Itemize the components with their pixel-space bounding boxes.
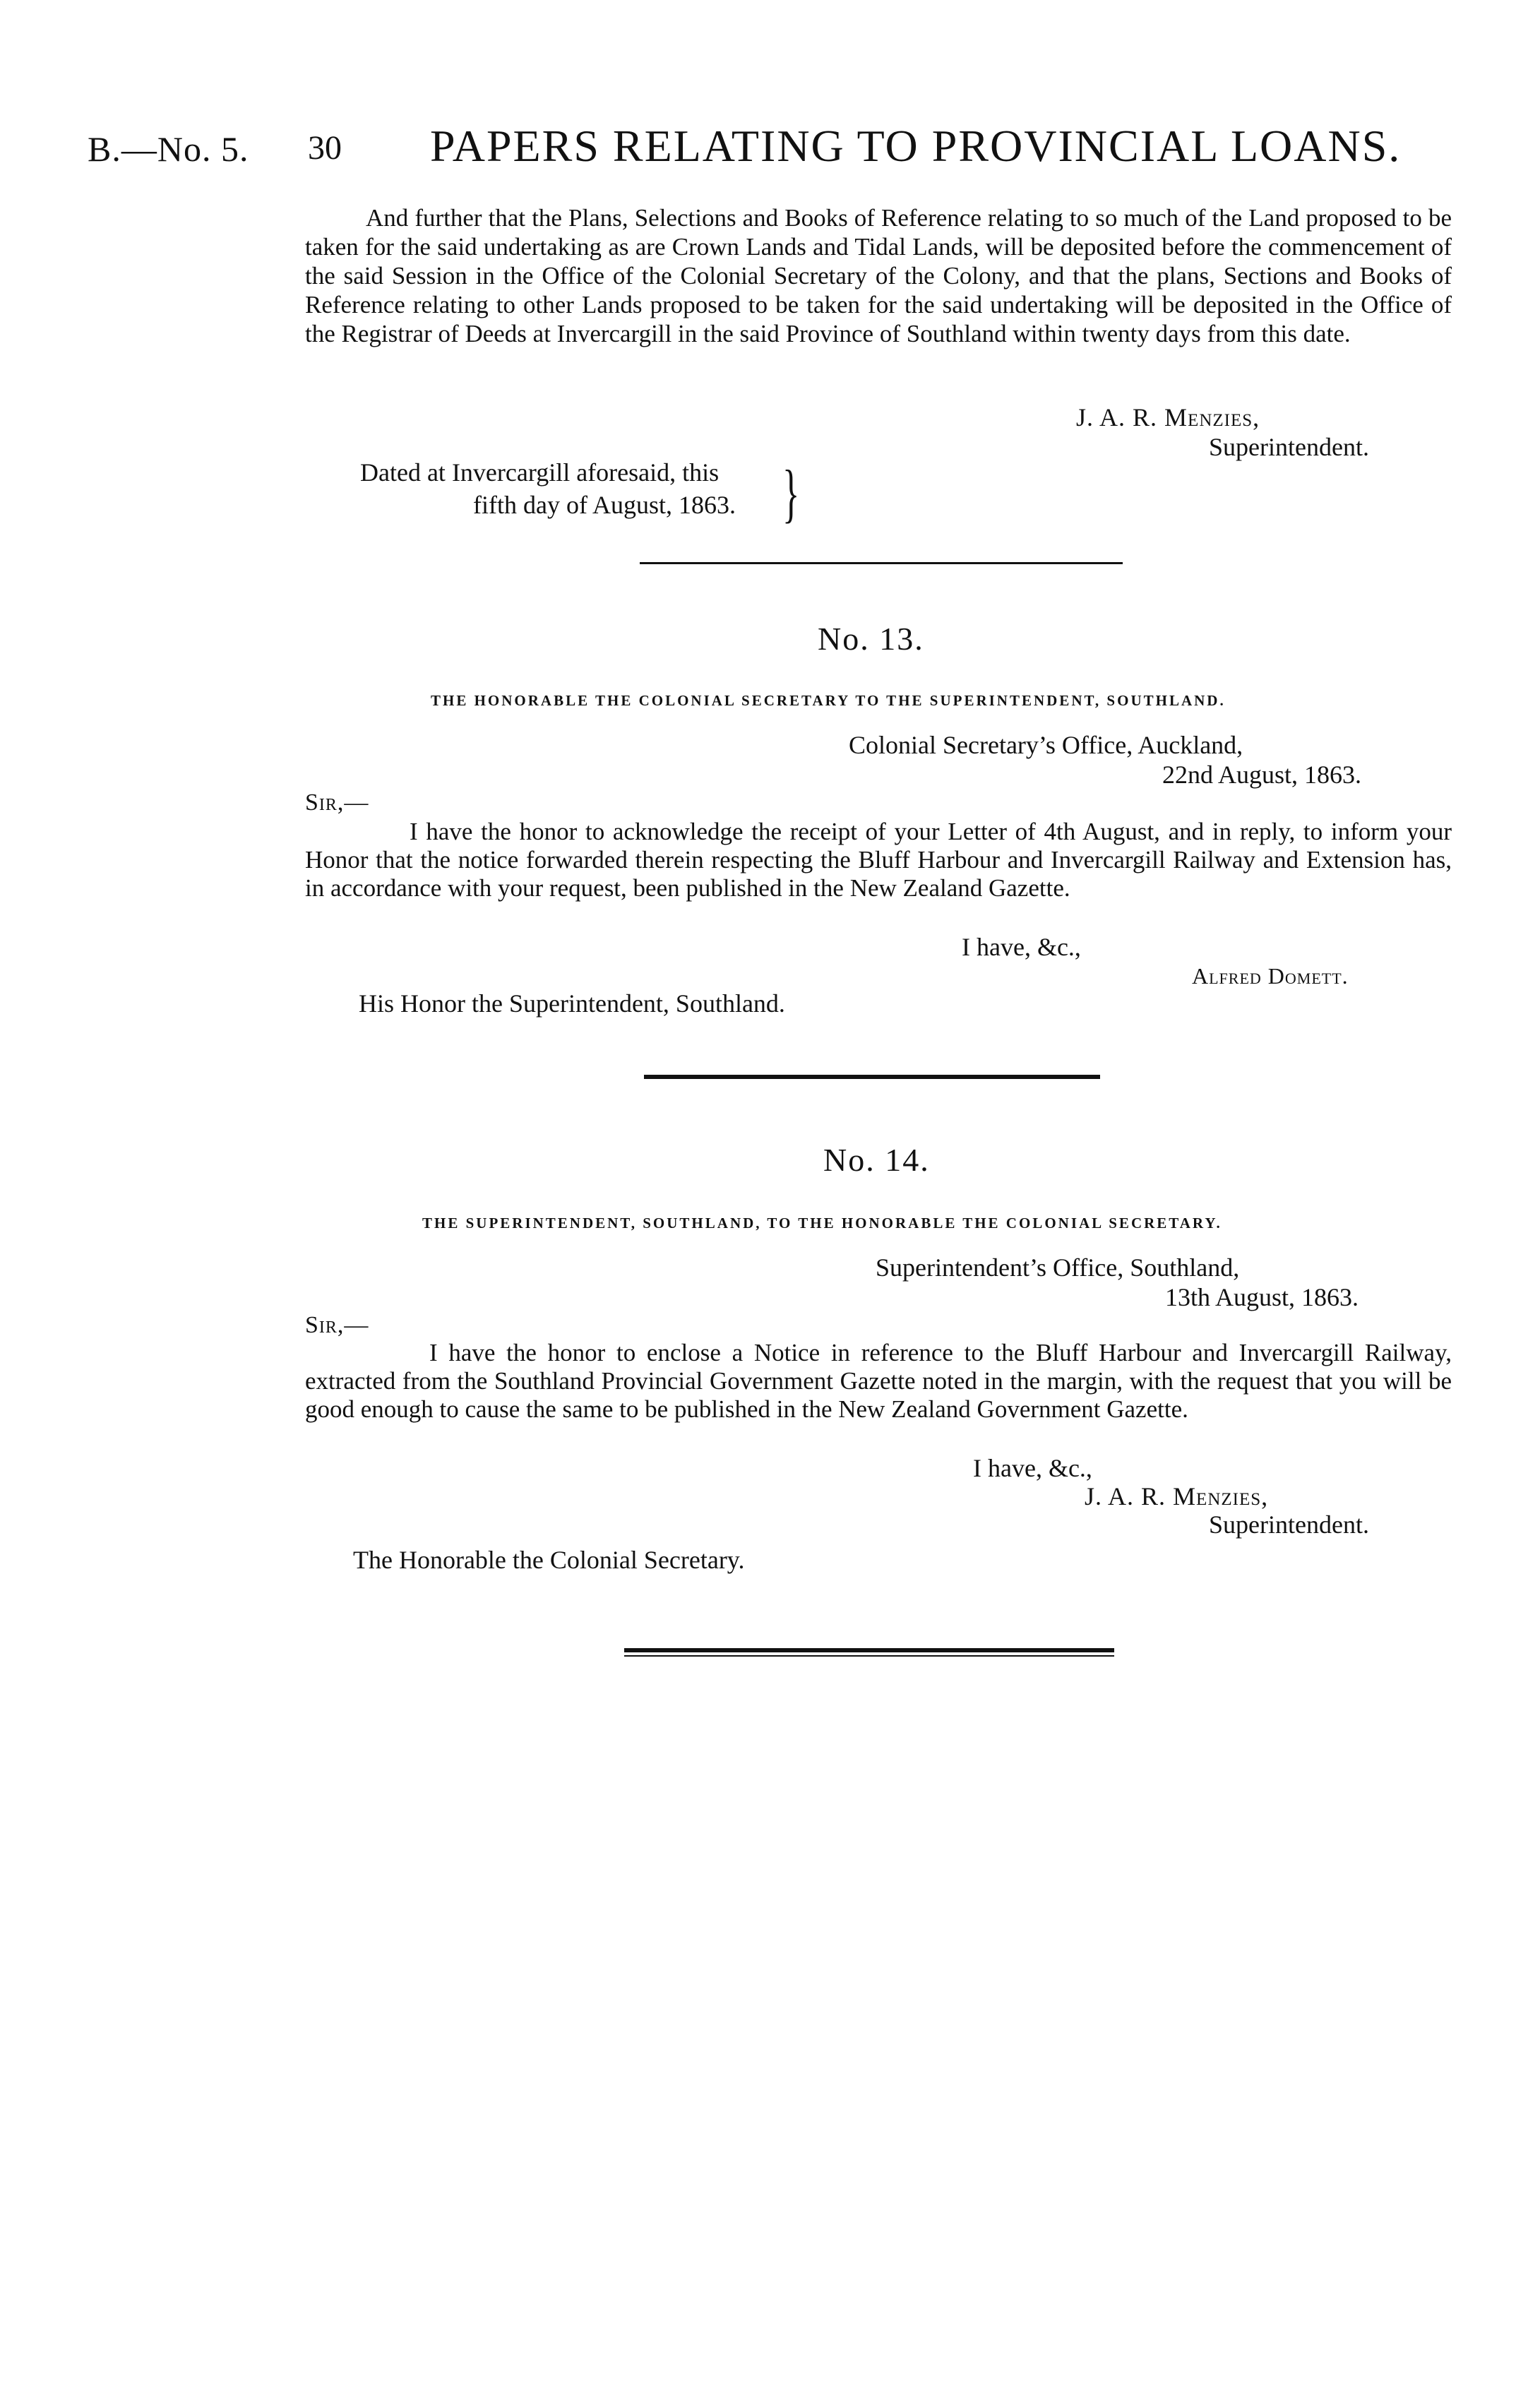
letter-14-body: I have the honor to enclose a Notice in reference to the Bluff Harbour and Invercargill Railway, extracted from the Southland Provincial Government Gazette noted in the margin, with the request that you will be good enough to cause the same to be published in the New Zealand Government Gazette. <box>305 1339 1452 1423</box>
letter-14-date: 13th August, 1863. <box>1165 1283 1359 1311</box>
letter-13-heading: THE HONORABLE THE COLONIAL SECRETARY TO THE SUPERINTENDENT, SOUTHLAND. <box>431 692 1226 709</box>
letter-13-number: No. 13. <box>818 621 924 657</box>
letter-13-salutation: Sir,— <box>305 789 369 816</box>
letter-14-number: No. 14. <box>823 1142 930 1178</box>
notice-signatory-name-text: J. A. R. Menzies, <box>1076 403 1260 431</box>
letter-13-closing: I have, &c., <box>962 933 1081 961</box>
letter-14-signature-title: Superintendent. <box>1209 1510 1369 1539</box>
notice-signatory-title: Superintendent. <box>1209 433 1369 461</box>
section-divider <box>640 562 1123 564</box>
letter-13-signature: Alfred Domett. <box>1192 963 1349 989</box>
dated-brace: } <box>782 457 800 529</box>
letter-13-address: Colonial Secretary’s Office, Auckland, <box>849 731 1243 759</box>
letter-14-address: Superintendent’s Office, Southland, <box>876 1253 1240 1282</box>
paper-reference: B.—No. 5. <box>88 129 249 169</box>
notice-dated-line-1: Dated at Invercargill aforesaid, this <box>360 458 720 487</box>
letter-13-recipient: His Honor the Superintendent, Southland. <box>359 989 785 1018</box>
notice-dated-line-2: fifth day of August, 1863. <box>473 491 736 519</box>
notice-dated <box>360 456 736 521</box>
letter-14-heading: THE SUPERINTENDENT, SOUTHLAND, TO THE HONORABLE THE COLONIAL SECRETARY. <box>422 1215 1222 1232</box>
notice-signatory-name <box>1076 403 1260 432</box>
letter-14-closing: I have, &c., <box>973 1454 1092 1482</box>
letter-14-signature: J. A. R. Menzies, <box>1085 1482 1269 1510</box>
page-title: PAPERS RELATING TO PROVINCIAL LOANS. <box>430 121 1402 171</box>
letter-13-date: 22nd August, 1863. <box>1162 761 1362 789</box>
letter-14-recipient: The Honorable the Colonial Secretary. <box>353 1546 745 1574</box>
end-rule <box>624 1648 1114 1657</box>
section-divider <box>644 1075 1100 1079</box>
running-header <box>88 119 1469 182</box>
letter-14-salutation: Sir,— <box>305 1312 369 1338</box>
letter-13-body: I have the honor to acknowledge the receipt of your Letter of 4th August, and in reply, to inform your Honor that the notice forwarded therein respecting the Bluff Harbour and Invercargill Railway and Extension has, in accordance with your request, been published in the New Zealand Gazette. <box>305 818 1452 902</box>
notice-body: And further that the Plans, Selections and Books of Reference relating to so much of the Land proposed to be taken for the said undertaking as are Crown Lands and Tidal Lands, will be deposited before the commencement of the said Session in the Office of the Colonial Secretary of the Colony, and that the plans, Sections and Books of Reference relating to other Lands proposed to be taken for the said undertaking will be deposited in the Office of the Registrar of Deeds at Invercargill in the said Province of Southland within twenty days from this date. <box>305 204 1452 347</box>
page-number: 30 <box>308 129 342 167</box>
